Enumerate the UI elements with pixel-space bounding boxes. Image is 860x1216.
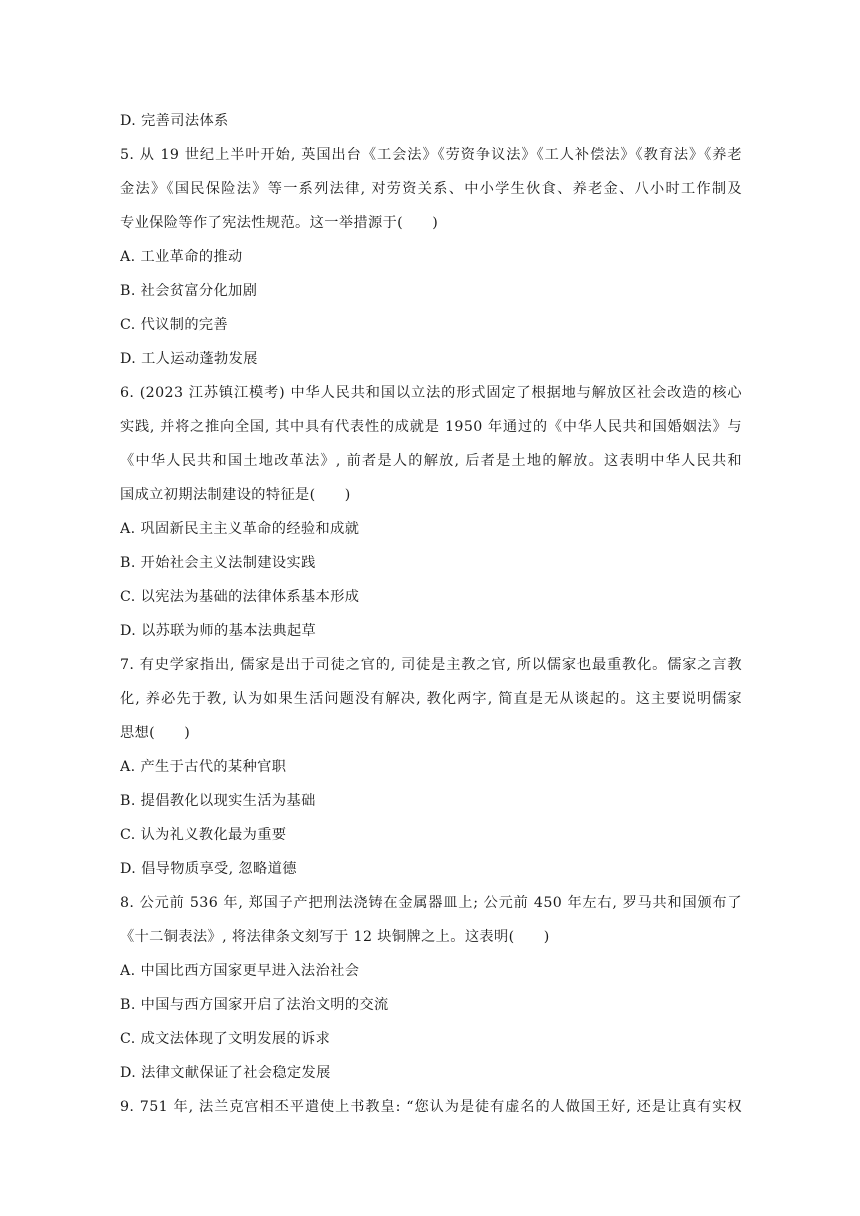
q7-option-a: A. 产生于古代的某种官职 — [120, 759, 287, 775]
q5-stem-line-2: 金法》《国民保险法》等一系列法律, 对劳资关系、中小学生伙食、养老金、八小时工作制及 — [120, 181, 742, 197]
q8-stem-line-1: 8. 公元前 536 年, 郑国子产把刑法浇铸在金属器皿上; 公元前 450 年左右, 罗马共和国颁布了 — [120, 895, 742, 911]
q6-stem-line-1: 6. (2023 江苏镇江模考) 中华人民共和国以立法的形式固定了根据地与解放区社会改造的核心 — [120, 385, 742, 401]
q5-stem-line-3: 专业保险等作了宪法性规范。这一举措源于( ) — [120, 215, 439, 231]
q7-option-b: B. 提倡教化以现实生活为基础 — [120, 793, 316, 809]
q6-option-d: D. 以苏联为师的基本法典起草 — [120, 623, 317, 639]
q8-option-a: A. 中国比西方国家更早进入法治社会 — [120, 963, 360, 979]
q6-stem-line-2: 实践, 并将之推向全国, 其中具有代表性的成就是 1950 年通过的《中华人民共和国婚姻法》与 — [120, 419, 742, 435]
q8-option-b: B. 中国与西方国家开启了法治文明的交流 — [120, 997, 389, 1013]
q9-stem-line-1: 9. 751 年, 法兰克宫相丕平遣使上书教皇: “您认为是徒有虚名的人做国王好, 还是让真有实权 — [120, 1099, 742, 1115]
q7-stem-line-3: 思想( ) — [120, 725, 191, 741]
q7-stem-line-2: 化, 养必先于教, 认为如果生活问题没有解决, 教化两字, 简直是无从谈起的。这主要说明儒家 — [120, 691, 742, 707]
q7-stem-line-1: 7. 有史学家指出, 儒家是出于司徒之官的, 司徒是主教之官, 所以儒家也最重教化。儒家之言教 — [120, 657, 742, 673]
q5-option-b: B. 社会贫富分化加剧 — [120, 283, 258, 299]
document-page — [120, 104, 742, 1124]
q8-option-d: D. 法律文献保证了社会稳定发展 — [120, 1065, 331, 1081]
q6-option-b: B. 开始社会主义法制建设实践 — [120, 555, 316, 571]
q5-stem-line-1: 5. 从 19 世纪上半叶开始, 英国出台《工会法》《劳资争议法》《工人补偿法》《教育法》《养老 — [120, 147, 742, 163]
q5-option-c: C. 代议制的完善 — [120, 317, 229, 333]
q6-stem-line-4: 国成立初期法制建设的特征是( ) — [120, 487, 351, 503]
q5-option-d: D. 工人运动蓬勃发展 — [120, 351, 258, 367]
q8-option-c: C. 成文法体现了文明发展的诉求 — [120, 1031, 331, 1047]
q8-stem-line-2: 《十二铜表法》, 将法律条文刻写于 12 块铜牌之上。这表明( ) — [120, 929, 550, 945]
q7-option-d: D. 倡导物质享受, 忽略道德 — [120, 861, 297, 877]
q6-option-c: C. 以宪法为基础的法律体系基本形成 — [120, 589, 360, 605]
q6-option-a: A. 巩固新民主主义革命的经验和成就 — [120, 521, 360, 537]
q6-stem-line-3: 《中华人民共和国土地改革法》, 前者是人的解放, 后者是土地的解放。这表明中华人民共和 — [120, 453, 742, 469]
q4-option-d: D. 完善司法体系 — [120, 113, 229, 129]
q7-option-c: C. 认为礼义教化最为重要 — [120, 827, 287, 843]
q5-option-a: A. 工业革命的推动 — [120, 249, 243, 265]
